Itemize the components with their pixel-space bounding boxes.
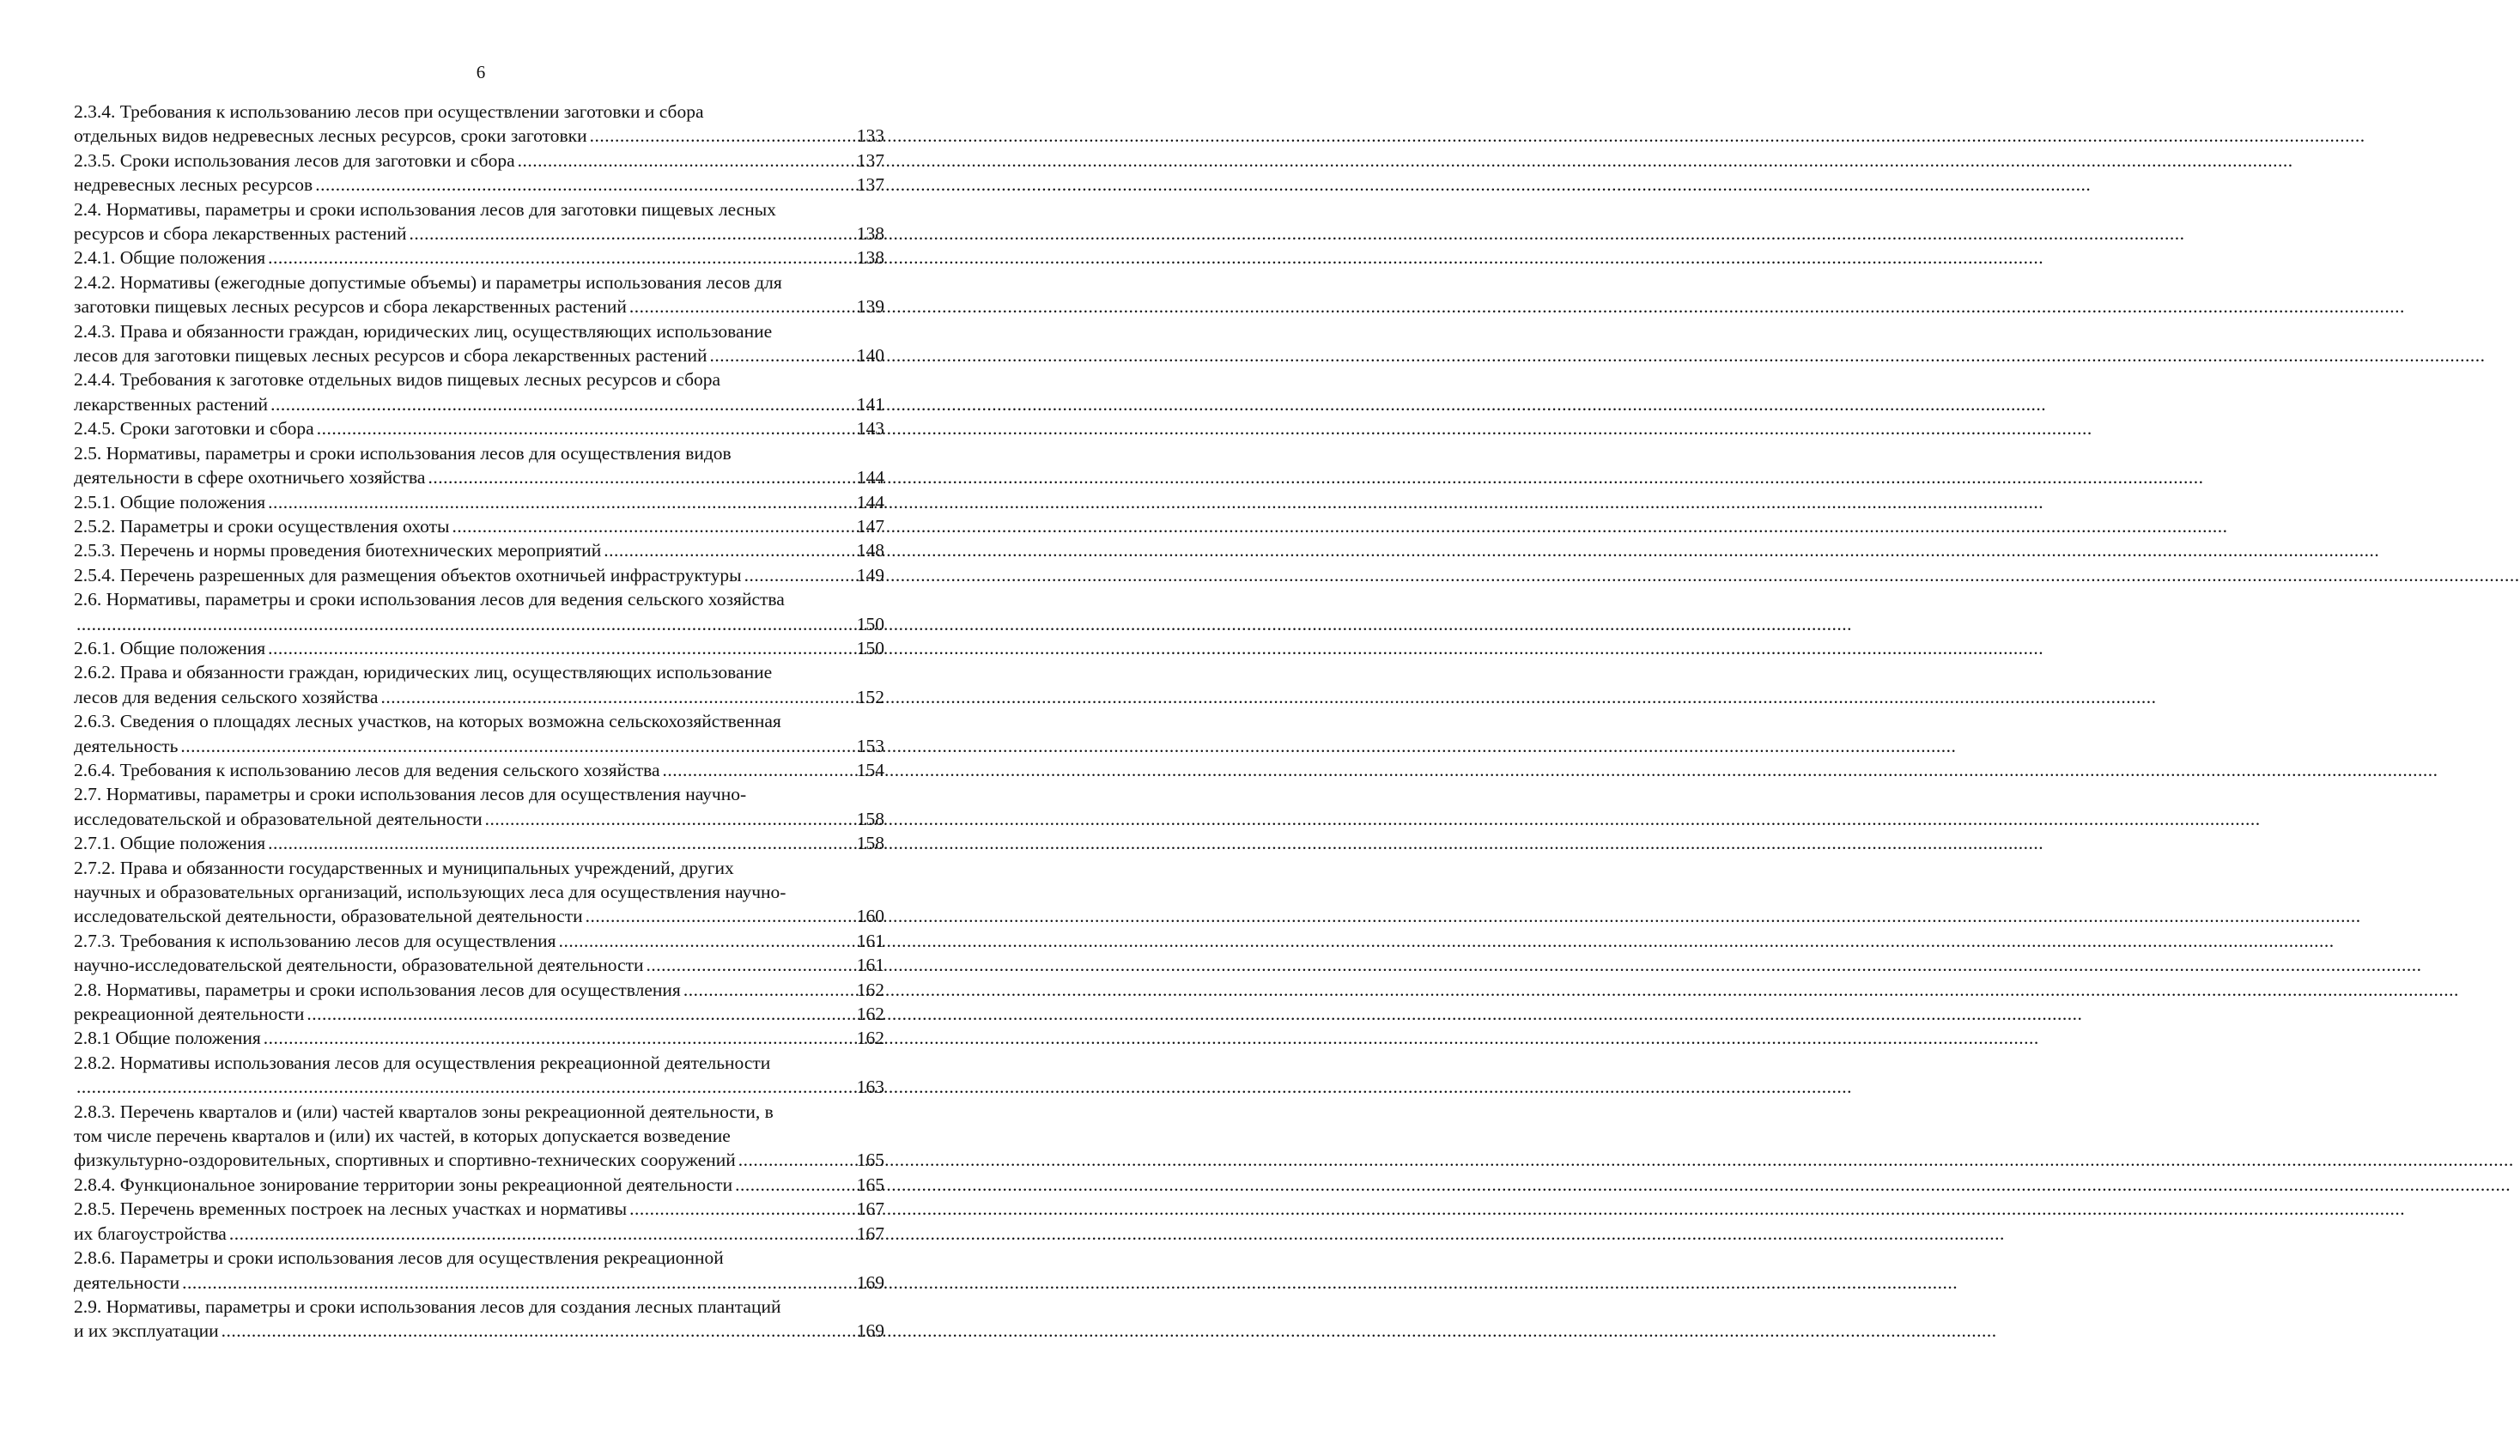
toc-page-number: 158	[856, 808, 884, 829]
dot-leader	[76, 612, 854, 636]
toc-entry-line	[74, 1124, 884, 1148]
toc-entry-text: 2.5.4. Перечень разрешенных для размещения объектов охотничьей инфраструктуры	[74, 564, 742, 585]
toc-entry-text: 2.5.3. Перечень и нормы проведения биотехнических мероприятий	[74, 540, 602, 561]
toc-entry-line	[74, 1075, 884, 1099]
toc-entry-text: заготовки пищевых лесных ресурсов и сбора лекарственных растений	[74, 296, 627, 318]
dot-leader	[629, 1197, 854, 1221]
toc-entry-line	[74, 124, 884, 148]
dot-leader	[604, 538, 854, 562]
toc-page-number: 144	[856, 491, 884, 513]
toc-entry	[74, 636, 884, 660]
toc-entry	[74, 149, 884, 173]
dot-leader	[629, 294, 854, 318]
dot-leader	[270, 392, 854, 416]
dot-leader	[738, 1148, 854, 1172]
toc-entry-text: 2.6.4. Требования к использованию лесов для ведения сельского хозяйства	[74, 759, 660, 780]
toc-page-number: 152	[856, 686, 884, 707]
toc-page-number: 138	[856, 223, 884, 245]
toc-page-number: 144	[856, 467, 884, 488]
toc-entry-text: 2.6.2. Права и обязанности граждан, юридических лиц, осуществляющих использование	[74, 662, 773, 683]
toc-entry-line	[74, 1148, 884, 1172]
dot-leader	[317, 416, 854, 440]
toc-entry-line	[74, 1222, 884, 1246]
toc-page-number: 162	[856, 1004, 884, 1025]
dot-leader	[559, 929, 854, 953]
toc-entry-line	[74, 856, 884, 880]
toc-entry-line	[74, 173, 884, 197]
toc-entry-line	[74, 636, 884, 660]
toc-page-number: 169	[856, 1320, 884, 1342]
toc-entry	[74, 978, 884, 1002]
toc-entry	[74, 514, 884, 538]
toc-entry	[74, 1051, 884, 1100]
toc-entry-line	[74, 538, 884, 562]
toc-entry	[74, 1026, 884, 1050]
dot-leader	[307, 1002, 853, 1026]
toc-page-number: 154	[856, 759, 884, 780]
toc-entry-line	[74, 953, 884, 977]
toc-entry	[74, 1173, 884, 1197]
toc-page-number: 169	[856, 1271, 884, 1293]
toc-entry-line	[74, 1026, 884, 1050]
toc-entry-line	[74, 514, 884, 538]
toc-entry-line	[74, 563, 884, 587]
toc-entry-text: 2.8.5. Перечень временных построек на лесных участках и нормативы	[74, 1198, 628, 1220]
toc-entry-line	[74, 1319, 884, 1343]
toc-entry	[74, 709, 884, 758]
toc-entry-text: недревесных лесных ресурсов	[74, 174, 313, 196]
toc-entry	[74, 197, 884, 246]
toc-entry-line	[74, 709, 884, 733]
toc-entry-text: 2.8. Нормативы, параметры и сроки использования лесов для осуществления	[74, 979, 681, 1000]
toc-page-number: 148	[856, 540, 884, 561]
toc-entry-text: 2.4.4. Требования к заготовке отдельных видов пищевых лесных ресурсов и сбора	[74, 369, 721, 391]
toc-entry-line	[74, 758, 884, 782]
toc-entry	[74, 1246, 884, 1295]
dot-leader	[222, 1319, 854, 1343]
toc-page-number: 163	[856, 1077, 884, 1098]
dot-leader	[182, 1271, 854, 1295]
toc-entry-line	[74, 929, 884, 953]
toc-entry-text: их благоустройства	[74, 1222, 227, 1244]
toc-entry	[74, 1222, 884, 1246]
toc-page-number: 160	[856, 906, 884, 927]
dot-leader	[268, 490, 854, 514]
dot-leader	[735, 1173, 854, 1197]
dot-leader	[709, 343, 853, 367]
toc-entry-text: 2.6. Нормативы, параметры и сроки использования лесов для ведения сельского хозяйства	[74, 589, 785, 610]
toc-entry-text: 2.5.1. Общие положения	[74, 491, 266, 513]
toc-entry-text: научно-исследовательской деятельности, образовательной деятельности	[74, 955, 644, 976]
toc-page-number: 158	[856, 833, 884, 854]
dot-leader	[264, 1026, 854, 1050]
toc-page-number: 162	[856, 1028, 884, 1049]
toc-entry-line	[74, 197, 884, 221]
toc-entry	[74, 1197, 884, 1221]
dot-leader	[683, 978, 854, 1002]
toc-page-number: 133	[856, 125, 884, 147]
toc-page-number: 139	[856, 296, 884, 318]
toc-entry-line	[74, 270, 884, 294]
toc-entry-text: физкультурно-оздоровительных, спортивных и спортивно-технических сооружений	[74, 1150, 736, 1171]
toc-page-number: 143	[856, 418, 884, 440]
toc-entry-line	[74, 490, 884, 514]
toc-entry	[74, 1100, 884, 1173]
toc-entry-line	[74, 880, 884, 904]
toc-entry	[74, 441, 884, 490]
toc-entry-line	[74, 782, 884, 806]
dot-leader	[647, 953, 854, 977]
dot-leader	[590, 124, 854, 148]
toc-entry-line	[74, 100, 884, 124]
dot-leader	[76, 1075, 854, 1099]
toc-entry-line	[74, 465, 884, 489]
toc-page-number: 161	[856, 930, 884, 951]
toc-entry-text: 2.8.4. Функциональное зонирование территории зоны рекреационной деятельности	[74, 1174, 733, 1195]
toc-page-number: 167	[856, 1222, 884, 1244]
toc-entry	[74, 246, 884, 270]
toc-entry-text: деятельности	[74, 1271, 180, 1293]
toc-entry-line	[74, 367, 884, 391]
toc-entry-text: 2.3.4. Требования к использованию лесов при осуществлении заготовки и сбора	[74, 101, 704, 122]
toc-entry-text: лекарственных растений	[74, 393, 269, 415]
table-of-contents	[74, 100, 884, 1344]
toc-entry	[74, 831, 884, 855]
toc-entry-text: отдельных видов недревесных лесных ресурсов, сроки заготовки	[74, 125, 587, 147]
dot-leader	[410, 221, 854, 246]
toc-entry-line	[74, 1051, 884, 1075]
dot-leader	[380, 685, 853, 709]
toc-page-number: 137	[856, 174, 884, 196]
toc-entry-text: 2.9. Нормативы, параметры и сроки использования лесов для создания лесных плантаций	[74, 1295, 781, 1317]
toc-entry-line	[74, 343, 884, 367]
toc-entry-text: рекреационной деятельности	[74, 1004, 305, 1025]
toc-entry-text: 2.6.3. Сведения о площадях лесных участков, на которых возможна сельскохозяйственная	[74, 711, 781, 732]
toc-page-number: 141	[856, 393, 884, 415]
dot-leader	[229, 1222, 854, 1246]
toc-entry-text: 2.8.3. Перечень кварталов и (или) частей кварталов зоны рекреационной деятельности, в	[74, 1101, 774, 1122]
toc-entry	[74, 660, 884, 709]
toc-entry	[74, 758, 884, 782]
toc-entry-line	[74, 904, 884, 928]
toc-entry-text: ресурсов и сбора лекарственных растений	[74, 223, 407, 245]
dot-leader	[452, 514, 853, 538]
toc-entry-line	[74, 734, 884, 758]
toc-page-number: 138	[856, 247, 884, 269]
toc-entry-line	[74, 1295, 884, 1319]
toc-page-number: 165	[856, 1174, 884, 1195]
dot-leader	[180, 734, 853, 758]
toc-entry-line	[74, 978, 884, 1002]
toc-entry-line	[74, 392, 884, 416]
toc-entry-text: 2.6.1. Общие положения	[74, 637, 266, 658]
toc-entry-text: и их эксплуатации	[74, 1320, 219, 1342]
toc-entry-text: 2.4.5. Сроки заготовки и сбора	[74, 418, 314, 440]
toc-entry-text: 2.4.3. Права и обязанности граждан, юридических лиц, осуществляющих использование	[74, 320, 773, 342]
toc-entry-line	[74, 246, 884, 270]
toc-page-number: 150	[856, 637, 884, 658]
dot-leader	[744, 563, 854, 587]
page-number: 6	[476, 62, 486, 82]
toc-page-number: 149	[856, 564, 884, 585]
toc-page-number: 153	[856, 735, 884, 756]
toc-entry	[74, 538, 884, 562]
toc-entry-text: 2.7.3. Требования к использованию лесов для осуществления	[74, 930, 556, 951]
toc-entry	[74, 929, 884, 953]
toc-entry-text: научных и образовательных организаций, использующих леса для осуществления научно-	[74, 882, 786, 902]
toc-entry-line	[74, 685, 884, 709]
toc-entry-line	[74, 149, 884, 173]
toc-entry-line	[74, 221, 884, 246]
toc-entry	[74, 587, 884, 636]
toc-entry-text: 2.8.1 Общие положения	[74, 1028, 261, 1049]
toc-entry-text: том числе перечень кварталов и (или) их частей, в которых допускается возведение	[74, 1125, 731, 1147]
dot-leader	[428, 465, 853, 489]
toc-entry	[74, 100, 884, 149]
toc-entry	[74, 782, 884, 831]
toc-page-number: 140	[856, 345, 884, 367]
toc-entry-text: 2.5.2. Параметры и сроки осуществления охоты	[74, 515, 450, 537]
toc-entry-text: исследовательской и образовательной деятельности	[74, 808, 483, 829]
toc-entry	[74, 367, 884, 416]
toc-entry-line	[74, 416, 884, 440]
toc-entry	[74, 270, 884, 319]
toc-page-number: 161	[856, 955, 884, 976]
toc-entry-text: исследовательской деятельности, образовательной деятельности	[74, 906, 583, 927]
toc-entry	[74, 856, 884, 929]
toc-entry-text: 2.7.1. Общие положения	[74, 833, 266, 854]
toc-page-number: 162	[856, 979, 884, 1000]
dot-leader	[268, 831, 854, 855]
toc-entry-text: 2.8.6. Параметры и сроки использования лесов для осуществления рекреационной	[74, 1247, 724, 1269]
toc-entry	[74, 953, 884, 977]
toc-entry-line	[74, 587, 884, 611]
toc-entry-line	[74, 1271, 884, 1295]
toc-entry-text: 2.8.2. Нормативы использования лесов для осуществления рекреационной деятельности	[74, 1052, 771, 1073]
toc-entry-text: 2.7.2. Права и обязанности государственных и муниципальных учреждений, других	[74, 857, 734, 878]
toc-page-number: 165	[856, 1150, 884, 1171]
toc-entry	[74, 319, 884, 368]
toc-entry	[74, 1295, 884, 1344]
toc-entry-line	[74, 1173, 884, 1197]
dot-leader	[518, 149, 854, 173]
toc-entry-line	[74, 1002, 884, 1026]
toc-entry-line	[74, 831, 884, 855]
toc-entry-text: 2.3.5. Сроки использования лесов для заготовки и сбора	[74, 149, 515, 171]
toc-entry-text: 2.4.2. Нормативы (ежегодные допустимые объемы) и параметры использования лесов для	[74, 271, 782, 293]
toc-page-number: 137	[856, 149, 884, 171]
dot-leader	[663, 758, 854, 782]
toc-entry-line	[74, 807, 884, 831]
toc-entry-text: 2.7. Нормативы, параметры и сроки использования лесов для осуществления научно-	[74, 784, 747, 805]
toc-entry-text: 2.4. Нормативы, параметры и сроки использования лесов для заготовки пищевых лесных	[74, 198, 776, 220]
toc-entry-line	[74, 660, 884, 684]
toc-entry-text: лесов для заготовки пищевых лесных ресурсов и сбора лекарственных растений	[74, 345, 707, 367]
toc-entry	[74, 1002, 884, 1026]
dot-leader	[268, 636, 854, 660]
toc-entry	[74, 173, 884, 197]
toc-page-number: 150	[856, 613, 884, 634]
toc-entry-line	[74, 1100, 884, 1124]
dot-leader	[485, 807, 854, 831]
toc-entry-line	[74, 294, 884, 318]
toc-entry-text: лесов для ведения сельского хозяйства	[74, 686, 379, 707]
toc-entry-line	[74, 612, 884, 636]
toc-entry	[74, 563, 884, 587]
toc-entry-text: 2.4.1. Общие положения	[74, 247, 266, 269]
toc-page-number: 147	[856, 515, 884, 537]
toc-entry-line	[74, 1246, 884, 1270]
dot-leader	[315, 173, 854, 197]
toc-entry-text: деятельность	[74, 735, 179, 756]
toc-entry	[74, 416, 884, 440]
toc-entry-text: деятельности в сфере охотничьего хозяйства	[74, 467, 426, 488]
toc-entry-line	[74, 441, 884, 465]
dot-leader	[268, 246, 854, 270]
toc-page-number: 167	[856, 1198, 884, 1220]
toc-entry-line	[74, 1197, 884, 1221]
toc-entry-line	[74, 319, 884, 343]
dot-leader	[586, 904, 854, 928]
toc-entry	[74, 490, 884, 514]
toc-entry-text: 2.5. Нормативы, параметры и сроки использования лесов для осуществления видов	[74, 442, 732, 464]
